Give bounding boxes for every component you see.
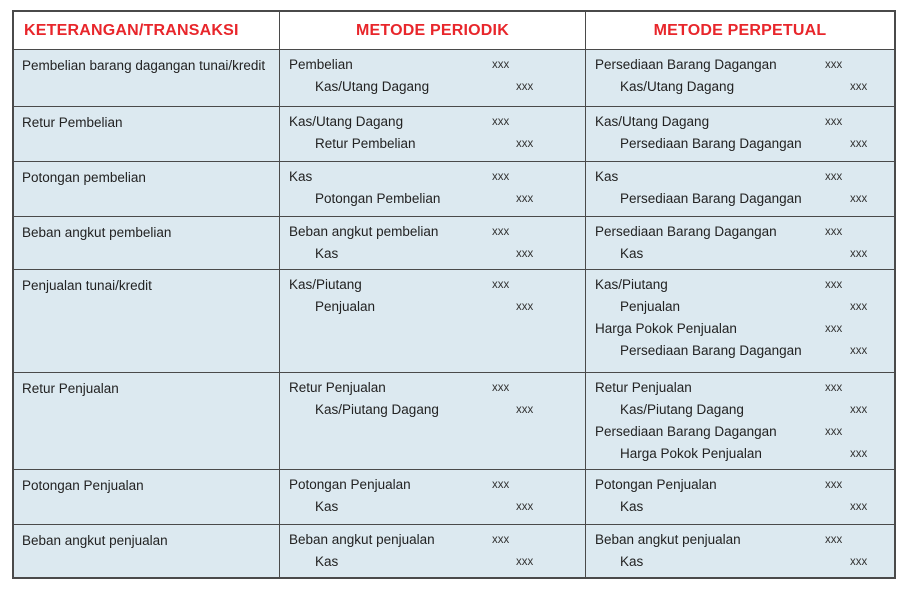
- perpetual-journal-cell: [586, 162, 894, 217]
- account-name: Kas: [315, 246, 339, 261]
- journal-line: [280, 552, 585, 574]
- journal-line: [586, 189, 894, 211]
- account-name: Penjualan: [620, 299, 681, 314]
- amount-placeholder: xxx: [492, 171, 510, 183]
- account-name: Kas/Piutang: [289, 277, 362, 292]
- account-name: Harga Pokok Penjualan: [620, 446, 762, 461]
- amount-placeholder: xxx: [825, 279, 843, 291]
- journal-line: [586, 112, 894, 134]
- amount-placeholder: xxx: [850, 301, 868, 313]
- journal-line: [280, 134, 585, 156]
- amount-placeholder: xxx: [492, 382, 510, 394]
- journal-line: [586, 55, 894, 77]
- account-name: Potongan Penjualan: [289, 477, 411, 492]
- account-name: Kas: [289, 169, 313, 184]
- perpetual-journal-cell: [586, 525, 894, 577]
- amount-placeholder: xxx: [825, 534, 843, 546]
- account-name: Kas: [595, 169, 619, 184]
- amount-placeholder: xxx: [516, 193, 534, 205]
- journal-line: [280, 378, 585, 400]
- amount-placeholder: xxx: [492, 226, 510, 238]
- transaction-description: Retur Penjualan: [14, 373, 280, 470]
- journal-line: [280, 244, 585, 266]
- account-name: Persediaan Barang Dagangan: [620, 136, 802, 151]
- periodic-journal-cell: [280, 525, 586, 577]
- journal-line: [280, 475, 585, 497]
- journal-line: [586, 497, 894, 519]
- journal-comparison-table: [12, 10, 896, 579]
- amount-placeholder: xxx: [516, 404, 534, 416]
- journal-line: [280, 530, 585, 552]
- account-name: Persediaan Barang Dagangan: [595, 57, 777, 72]
- amount-placeholder: xxx: [516, 138, 534, 150]
- account-name: Retur Pembelian: [315, 136, 416, 151]
- account-name: Kas/Utang Dagang: [289, 114, 404, 129]
- amount-placeholder: xxx: [492, 59, 510, 71]
- transaction-description: Beban angkut pembelian: [14, 217, 280, 270]
- perpetual-journal-cell: [586, 373, 894, 470]
- account-name: Pembelian: [289, 57, 353, 72]
- journal-line: [280, 189, 585, 211]
- journal-line: [586, 77, 894, 99]
- journal-line: [586, 167, 894, 189]
- amount-placeholder: xxx: [516, 501, 534, 513]
- journal-line: [280, 167, 585, 189]
- account-name: Kas: [620, 554, 644, 569]
- amount-placeholder: xxx: [850, 556, 868, 568]
- journal-line: [280, 400, 585, 422]
- periodic-journal-cell: [280, 373, 586, 470]
- account-name: Beban angkut pembelian: [289, 224, 439, 239]
- journal-line: [586, 275, 894, 297]
- amount-placeholder: xxx: [825, 479, 843, 491]
- perpetual-journal-cell: [586, 217, 894, 270]
- transaction-description: Pembelian barang dagangan tunai/kredit: [14, 50, 280, 107]
- amount-placeholder: xxx: [850, 193, 868, 205]
- journal-line: [586, 530, 894, 552]
- journal-line: [280, 55, 585, 77]
- account-name: Kas/Utang Dagang: [595, 114, 710, 129]
- amount-placeholder: xxx: [516, 301, 534, 313]
- perpetual-journal-cell: [586, 270, 894, 373]
- account-name: Beban angkut penjualan: [289, 532, 435, 547]
- amount-placeholder: xxx: [825, 59, 843, 71]
- header-metode-perpetual: METODE PERPETUAL: [586, 12, 894, 50]
- journal-line: [280, 222, 585, 244]
- account-name: Kas/Piutang Dagang: [315, 402, 439, 417]
- amount-placeholder: xxx: [825, 171, 843, 183]
- amount-placeholder: xxx: [850, 138, 868, 150]
- journal-line: [280, 275, 585, 297]
- journal-line: [586, 319, 894, 341]
- amount-placeholder: xxx: [850, 501, 868, 513]
- account-name: Persediaan Barang Dagangan: [620, 191, 802, 206]
- account-name: Kas: [620, 499, 644, 514]
- journal-line: [586, 341, 894, 363]
- transaction-description: Beban angkut penjualan: [14, 525, 280, 577]
- amount-placeholder: xxx: [850, 448, 868, 460]
- account-name: Harga Pokok Penjualan: [595, 321, 737, 336]
- account-name: Kas: [620, 246, 644, 261]
- journal-line: [280, 297, 585, 319]
- account-name: Kas: [315, 499, 339, 514]
- amount-placeholder: xxx: [825, 426, 843, 438]
- periodic-journal-cell: [280, 162, 586, 217]
- amount-placeholder: xxx: [850, 248, 868, 260]
- journal-line: [586, 378, 894, 400]
- amount-placeholder: xxx: [516, 556, 534, 568]
- journal-line: [586, 134, 894, 156]
- header-metode-periodik: METODE PERIODIK: [280, 12, 586, 50]
- journal-line: [280, 77, 585, 99]
- amount-placeholder: xxx: [516, 248, 534, 260]
- transaction-description: Penjualan tunai/kredit: [14, 270, 280, 373]
- account-name: Kas: [315, 554, 339, 569]
- journal-line: [586, 222, 894, 244]
- journal-line: [586, 444, 894, 466]
- amount-placeholder: xxx: [492, 479, 510, 491]
- periodic-journal-cell: [280, 470, 586, 525]
- journal-line: [280, 112, 585, 134]
- account-name: Retur Penjualan: [289, 380, 386, 395]
- account-name: Kas/Piutang Dagang: [620, 402, 744, 417]
- amount-placeholder: xxx: [516, 81, 534, 93]
- transaction-description: Retur Pembelian: [14, 107, 280, 162]
- amount-placeholder: xxx: [825, 323, 843, 335]
- periodic-journal-cell: [280, 270, 586, 373]
- journal-line: [586, 552, 894, 574]
- amount-placeholder: xxx: [850, 81, 868, 93]
- amount-placeholder: xxx: [825, 382, 843, 394]
- account-name: Retur Penjualan: [595, 380, 692, 395]
- perpetual-journal-cell: [586, 50, 894, 107]
- account-name: Persediaan Barang Dagangan: [595, 424, 777, 439]
- amount-placeholder: xxx: [825, 226, 843, 238]
- journal-line: [586, 297, 894, 319]
- journal-line: [280, 497, 585, 519]
- amount-placeholder: xxx: [850, 404, 868, 416]
- account-name: Kas/Utang Dagang: [620, 79, 735, 94]
- amount-placeholder: xxx: [850, 345, 868, 357]
- account-name: Potongan Pembelian: [315, 191, 441, 206]
- account-name: Potongan Penjualan: [595, 477, 717, 492]
- periodic-journal-cell: [280, 107, 586, 162]
- periodic-journal-cell: [280, 50, 586, 107]
- amount-placeholder: xxx: [825, 116, 843, 128]
- account-name: Persediaan Barang Dagangan: [620, 343, 802, 358]
- amount-placeholder: xxx: [492, 116, 510, 128]
- amount-placeholder: xxx: [492, 534, 510, 546]
- transaction-description: Potongan Penjualan: [14, 470, 280, 525]
- account-name: Kas/Utang Dagang: [315, 79, 430, 94]
- journal-line: [586, 400, 894, 422]
- amount-placeholder: xxx: [492, 279, 510, 291]
- account-name: Kas/Piutang: [595, 277, 668, 292]
- header-keterangan: KETERANGAN/TRANSAKSI: [14, 12, 280, 50]
- journal-line: [586, 422, 894, 444]
- account-name: Persediaan Barang Dagangan: [595, 224, 777, 239]
- transaction-description: Potongan pembelian: [14, 162, 280, 217]
- perpetual-journal-cell: [586, 107, 894, 162]
- perpetual-journal-cell: [586, 470, 894, 525]
- journal-line: [586, 475, 894, 497]
- journal-line: [586, 244, 894, 266]
- periodic-journal-cell: [280, 217, 586, 270]
- account-name: Beban angkut penjualan: [595, 532, 741, 547]
- account-name: Penjualan: [315, 299, 376, 314]
